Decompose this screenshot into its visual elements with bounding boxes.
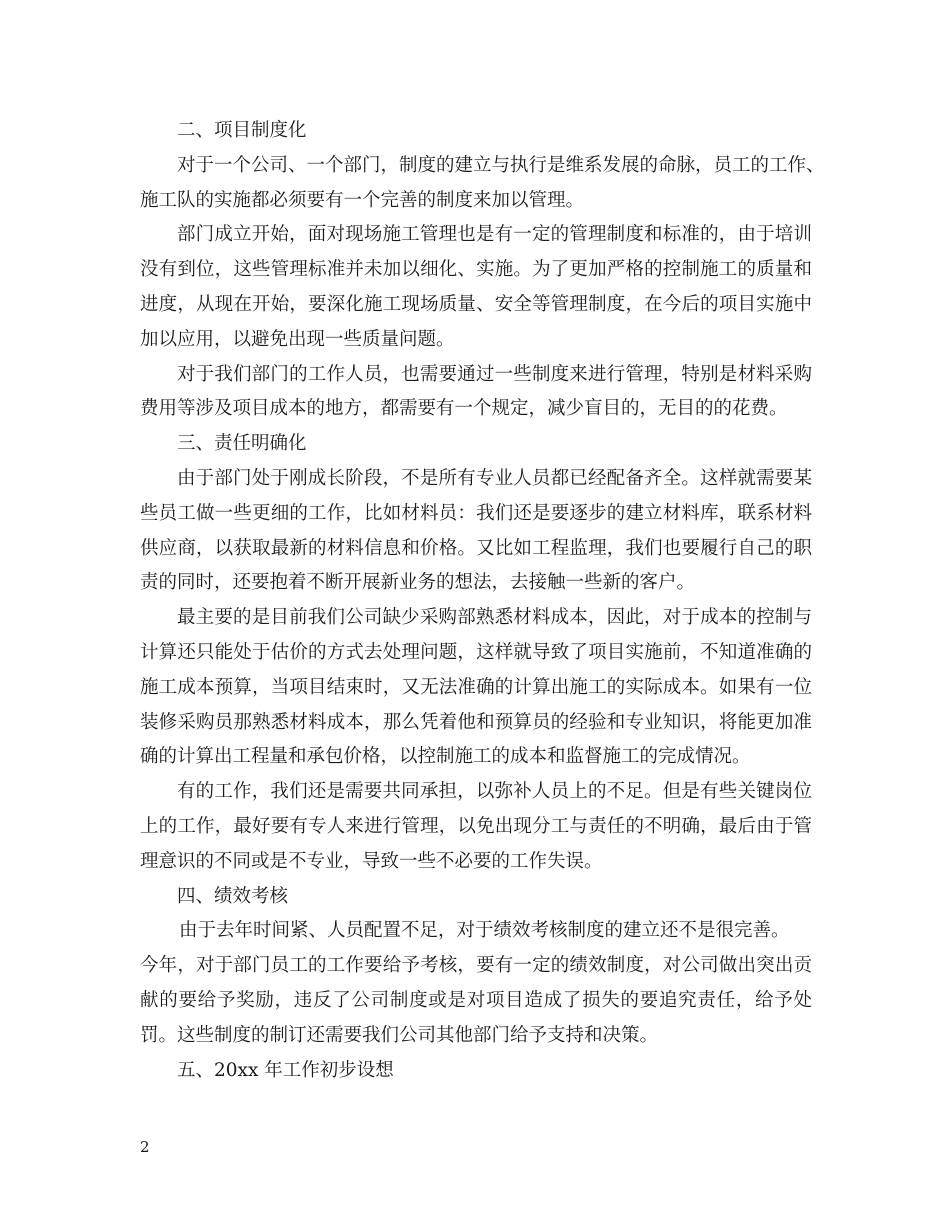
- paragraph-line: 对于一个公司、一个部门，制度的建立与执行是维系发展的命脉，员工的工作、: [177, 154, 825, 176]
- paragraph-line: 由于去年时间紧、人员配置不足，对于绩效考核制度的建立还不是很完善。: [179, 920, 790, 942]
- paragraph-line: 部门成立开始，面对现场施工管理也是有一定的管理制度和标准的，由于培训: [177, 224, 812, 246]
- paragraph-line: 加以应用，以避免出现一些质量问题。: [140, 328, 455, 350]
- section-heading-project-system: 二、项目制度化: [177, 120, 307, 141]
- section-heading-plan: 五、20xx 年工作初步设想: [177, 1059, 394, 1081]
- document-body: [140, 114, 825, 1088]
- paragraph-line: 装修采购员那熟悉材料成本，那么凭着他和预算员的经验和专业知识，将能更加准: [140, 711, 812, 733]
- paragraph-line: 费用等涉及项目成本的地方，都需要有一个规定，减少盲目的，无目的的花费。: [140, 398, 788, 420]
- paragraph-line: 上的工作，最好要有专人来进行管理，以免出现分工与责任的不明确，最后由于管: [140, 815, 812, 837]
- paragraph-line: 进度，从现在开始，要深化施工现场质量、安全等管理制度，在今后的项目实施中: [140, 293, 812, 315]
- section-heading-performance: 四、绩效考核: [177, 885, 289, 907]
- paragraph-line: 有的工作，我们还是需要共同承担，以弥补人员上的不足。但是有些关键岗位: [177, 781, 812, 803]
- paragraph-line: 今年，对于部门员工的工作要给予考核，要有一定的绩效制度，对公司做出突出贡: [140, 955, 812, 977]
- paragraph-line: 计算还只能处于估价的方式去处理问题，这样就导致了项目实施前，不知道准确的: [140, 641, 812, 663]
- paragraph-line: 供应商，以获取最新的材料信息和价格。又比如工程监理，我们也要履行自己的职: [140, 537, 812, 559]
- paragraph-line: 责的同时，还要抱着不断开展新业务的想法，去接触一些新的客户。: [140, 572, 696, 594]
- paragraph-line: 最主要的是目前我们公司缺少采购部熟悉材料成本，因此，对于成本的控制与: [177, 607, 812, 629]
- page-number: 2: [140, 1138, 150, 1156]
- section-heading-responsibility: 三、责任明确化: [177, 433, 307, 455]
- paragraph-line: 罚。这些制度的制订还需要我们公司其他部门给予支持和决策。: [140, 1024, 659, 1046]
- paragraph-line: 施工队的实施都必须要有一个完善的制度来加以管理。: [140, 189, 585, 211]
- paragraph-line: 由于部门处于刚成长阶段，不是所有专业人员都已经配备齐全。这样就需要某: [177, 467, 812, 489]
- paragraph-line: 理意识的不同或是不专业，导致一些不必要的工作失误。: [140, 850, 603, 872]
- paragraph-line: 对于我们部门的工作人员，也需要通过一些制度来进行管理，特别是材料采购: [177, 363, 812, 385]
- paragraph-line: 确的计算出工程量和承包价格，以控制施工的成本和监督施工的完成情况。: [140, 746, 751, 768]
- paragraph-line: 没有到位，这些管理标准并未加以细化、实施。为了更加严格的控制施工的质量和: [140, 259, 812, 281]
- paragraph-line: 献的要给予奖励，违反了公司制度或是对项目造成了损失的要追究责任，给予处: [140, 989, 812, 1011]
- paragraph-line: 些员工做一些更细的工作，比如材料员：我们还是要逐步的建立材料库，联系材料: [140, 502, 812, 524]
- paragraph-line: 施工成本预算，当项目结束时，又无法准确的计算出施工的实际成本。如果有一位: [140, 676, 812, 698]
